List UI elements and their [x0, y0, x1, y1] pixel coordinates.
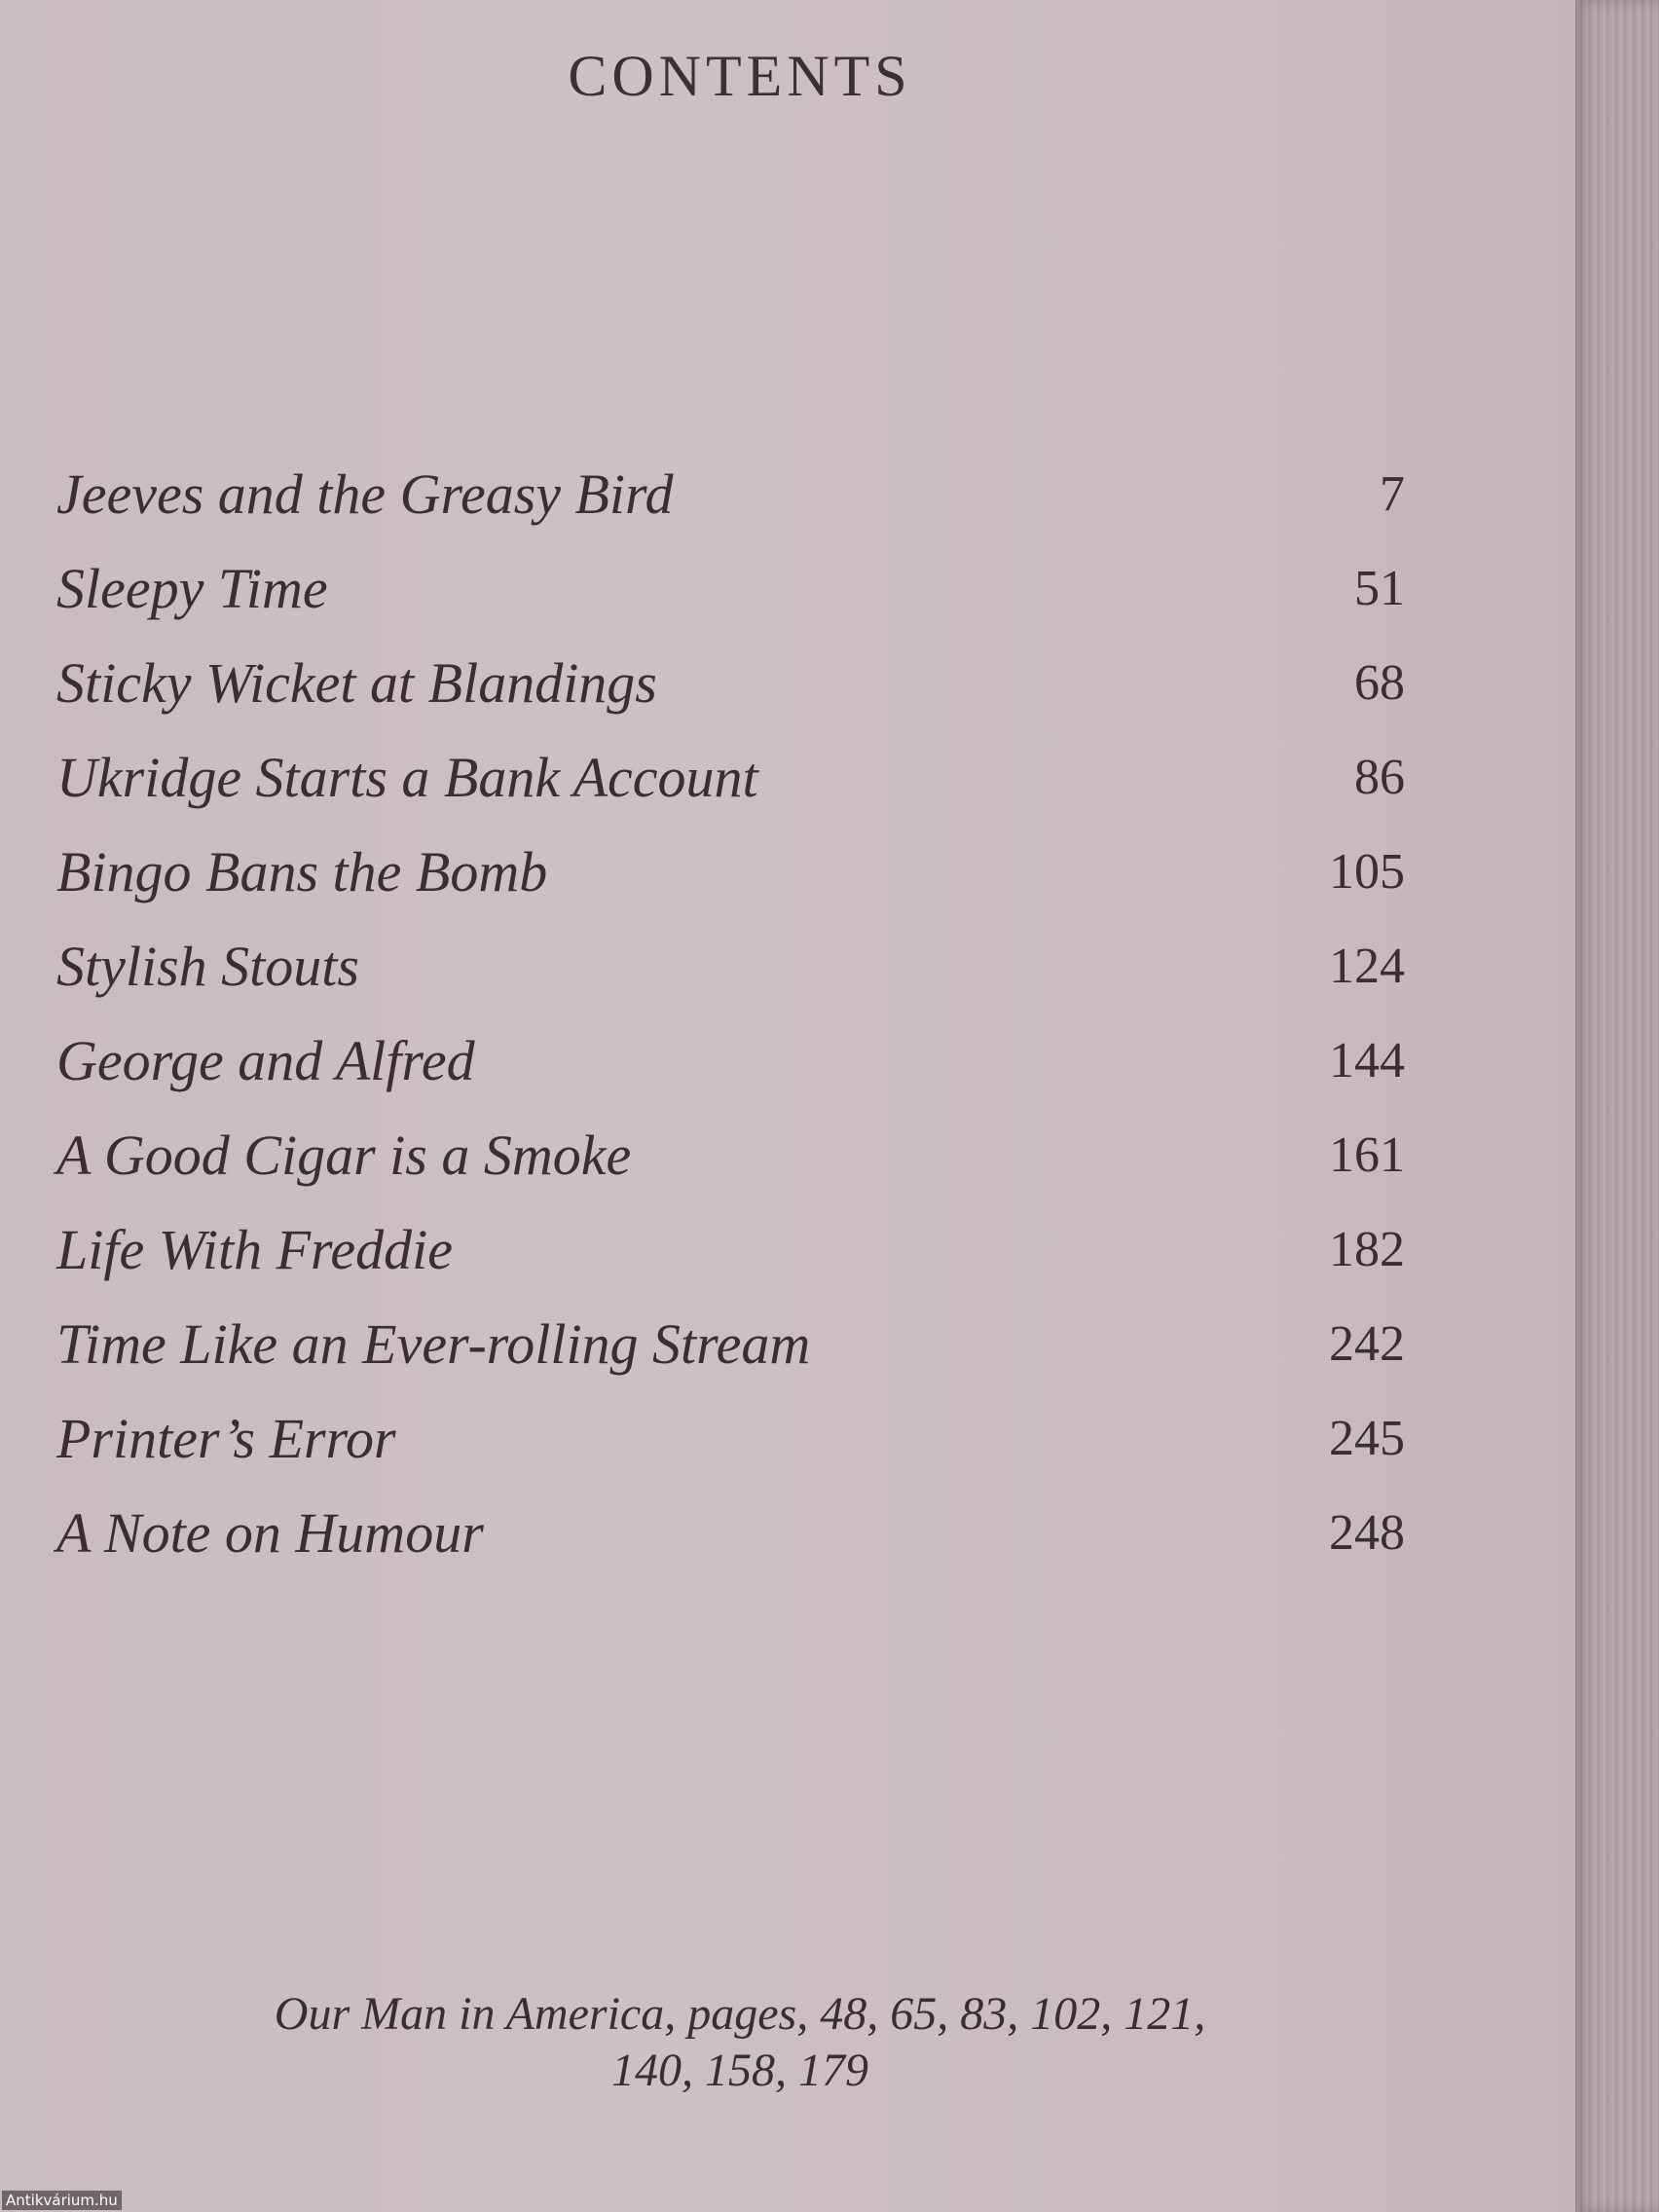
toc-entry-title: George and Alfred: [56, 1029, 475, 1092]
toc-entry-title: Bingo Bans the Bomb: [56, 840, 548, 903]
toc-entry-page: 86: [1354, 750, 1405, 805]
toc-entry: [56, 1402, 1405, 1496]
toc-entry-page: 245: [1329, 1411, 1405, 1466]
toc-entry-title: A Note on Humour: [56, 1501, 484, 1565]
page-edge: [1575, 0, 1659, 2212]
toc-entry-page: 68: [1354, 655, 1405, 711]
toc-entry-page: 161: [1329, 1127, 1405, 1183]
toc-entry: [56, 1024, 1405, 1119]
toc-entry: [56, 1308, 1405, 1402]
toc-entry-page: 105: [1329, 844, 1405, 900]
toc-entry: [56, 1496, 1405, 1591]
watermark: Antikvárium.hu: [2, 2191, 122, 2210]
toc-entry: [56, 835, 1405, 930]
toc-entry-title: Time Like an Ever-rolling Stream: [56, 1312, 811, 1376]
toc-entry: [56, 1213, 1405, 1308]
toc-entry-title: Ukridge Starts a Bank Account: [56, 746, 758, 809]
toc-entry-page: 144: [1329, 1033, 1405, 1088]
footnote-line-2: 140, 158, 179: [611, 2045, 868, 2096]
footnote: [0, 1986, 1480, 2099]
toc-entry-title: Printer’s Error: [56, 1407, 396, 1470]
page-title: CONTENTS: [568, 44, 912, 108]
toc-entry-page: 124: [1329, 939, 1405, 994]
toc-entry-page: 182: [1329, 1222, 1405, 1277]
toc-entry: [56, 930, 1405, 1024]
toc-entry-title: Sticky Wicket at Blandings: [56, 651, 657, 715]
toc-entry-title: Stylish Stouts: [56, 935, 359, 998]
toc-entry: [56, 646, 1405, 741]
footnote-line-1: Our Man in America, pages, 48, 65, 83, 102, 121,: [274, 1988, 1206, 2040]
toc-entry: [56, 741, 1405, 835]
toc-entry-title: A Good Cigar is a Smoke: [56, 1124, 632, 1187]
toc-entry: [56, 552, 1405, 646]
toc-entry-page: 242: [1329, 1316, 1405, 1372]
toc-entry-title: Sleepy Time: [56, 557, 328, 620]
toc-entry-page: 51: [1354, 561, 1405, 616]
toc-entry-page: 248: [1329, 1505, 1405, 1561]
toc-entry-title: Life With Freddie: [56, 1218, 454, 1281]
toc-entry: [56, 1119, 1405, 1213]
table-of-contents: [56, 458, 1405, 1591]
toc-entry-title: Jeeves and the Greasy Bird: [56, 462, 674, 526]
toc-entry: [56, 458, 1405, 552]
toc-entry-page: 7: [1380, 466, 1405, 522]
